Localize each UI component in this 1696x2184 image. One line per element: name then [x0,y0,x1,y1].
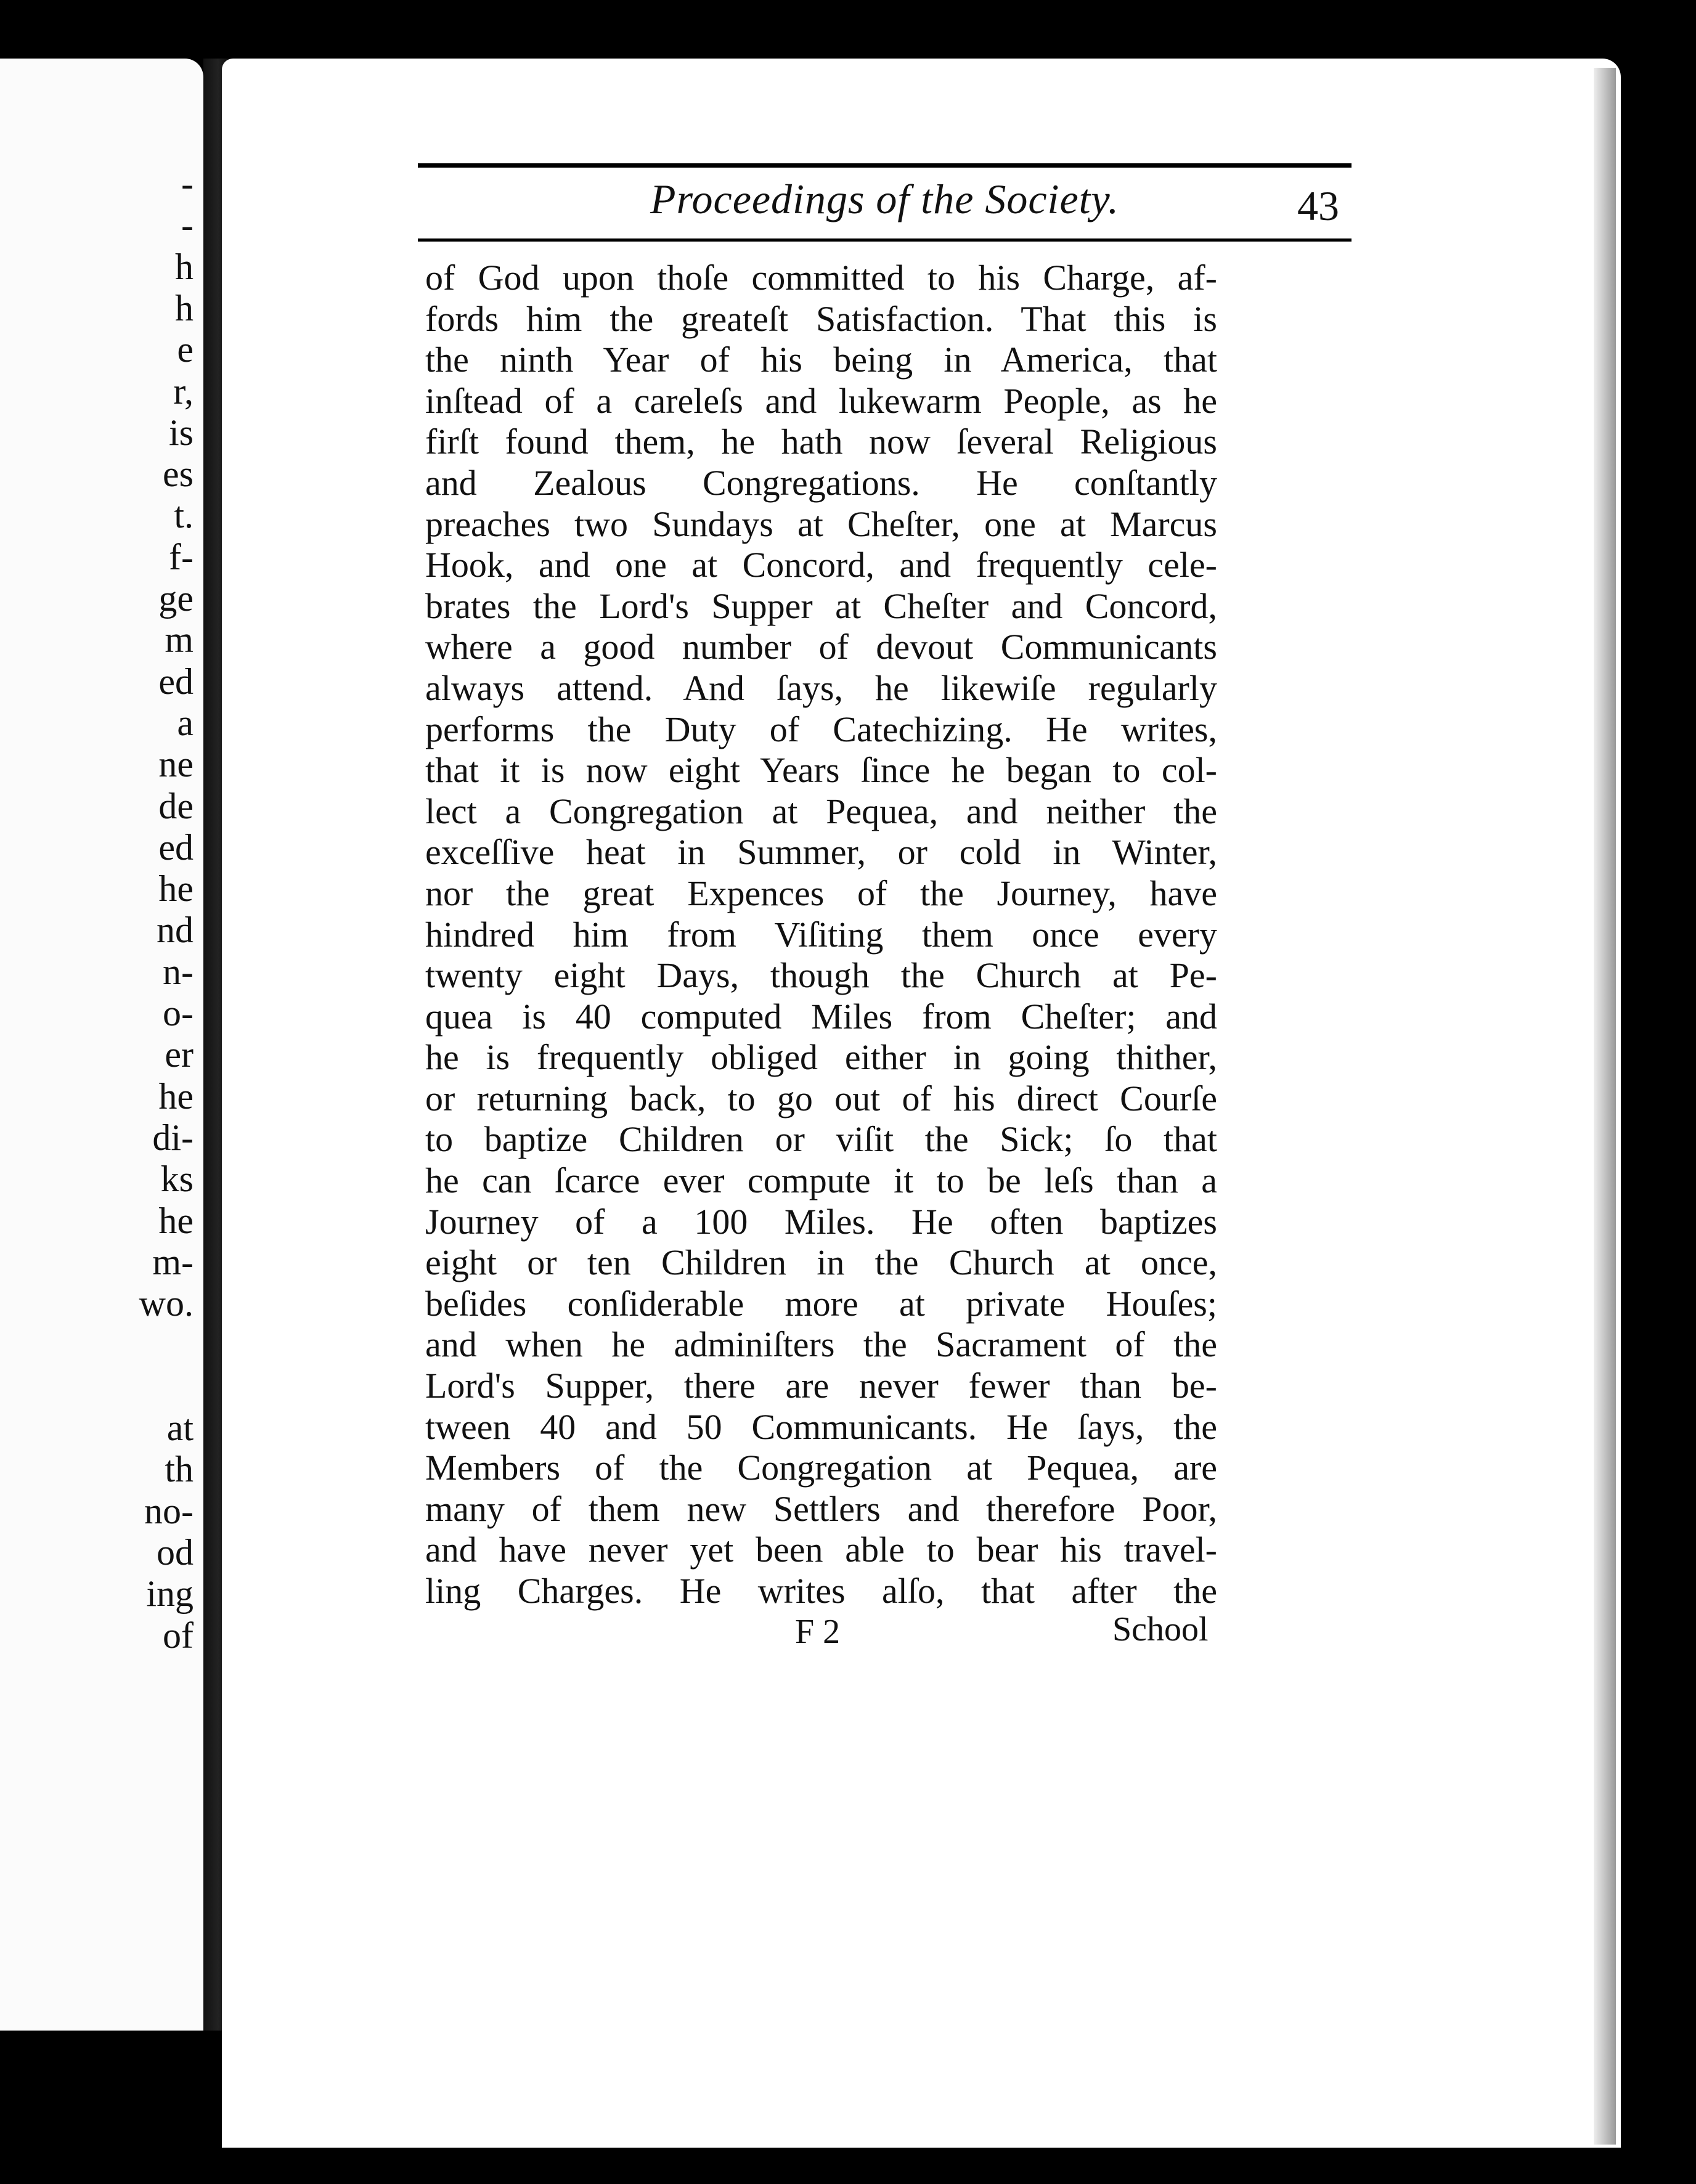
left-page-fragment: of [163,1615,194,1656]
left-page-fragment: t. [174,495,194,536]
text-line: that it is now eight Years ſince he began to col- [425,750,1217,791]
text-line: lect a Congregation at Pequea, and neither the [425,791,1217,831]
signature-mark: F 2 [795,1613,841,1651]
page-number: 43 [1297,182,1339,229]
text-line: brates the Lord's Supper at Cheſter and Concord, [425,585,1217,626]
text-line: hindred him from Viſiting them once every [425,914,1217,955]
left-page-fragment: ks [160,1159,194,1200]
text-line: performs the Duty of Catechizing. He writes, [425,709,1217,749]
left-page-fragment: h [175,287,194,328]
catchword: School [1112,1610,1209,1648]
text-line: Members of the Congregation at Pequea, are [425,1448,1217,1488]
left-page-fragment: he [158,1200,194,1241]
left-page-fragment: he [158,1075,194,1117]
left-page-fragment: he [158,868,194,910]
text-line: Hook, and one at Concord, and frequently cele- [425,545,1217,585]
running-head [418,163,1352,242]
text-line: preaches two Sundays at Cheſter, one at Marcus [425,503,1217,544]
left-page-fragment: de [158,785,194,826]
text-line: many of them new Settlers and therefore Poor, [425,1488,1217,1529]
left-page-fragment: o- [163,993,194,1033]
left-page-fragment: od [157,1531,194,1573]
left-page-fragment: nd [157,910,194,951]
left-page-fragment: f- [169,536,194,577]
left-page-fragment: a [177,702,194,743]
text-line: inſtead of a careleſs and lukewarm People, as he [425,380,1217,421]
text-line: exceſſive heat in Summer, or cold in Winter, [425,832,1217,873]
text-line: twenty eight Days, though the Church at Pe- [425,955,1217,996]
left-page-fragment: is [168,412,194,453]
text-line: tween 40 and 50 Communicants. He ſays, the [425,1406,1217,1447]
left-page-fragment: e [177,329,194,370]
text-line: fords him the greateſt Satisfaction. That this is [425,298,1217,339]
left-page-fragment: di- [152,1117,194,1158]
body-text [425,258,1217,1612]
text-line: or returning back, to go out of his direct Courſe [425,1078,1217,1118]
text-line: ling Charges. He writes alſo, that after the [425,1571,1217,1611]
text-line: always attend. And ſays, he likewiſe regularly [425,667,1217,708]
left-page-fragment: no- [144,1490,194,1531]
text-line: of God upon thoſe committed to his Charge, af- [425,258,1217,298]
left-page-fragment: - [181,205,194,246]
text-line: the ninth Year of his being in America, that [425,340,1217,380]
left-facing-page [0,59,203,2031]
text-line: he can ſcarce ever compute it to be leſs than a [425,1160,1217,1201]
text-line: beſides conſiderable more at private Houſes; [425,1283,1217,1324]
text-line: where a good number of devout Communicants [425,627,1217,667]
left-page-fragment: er [165,1034,194,1075]
page-edge-shadow [1594,68,1616,2145]
text-line: and when he adminiſters the Sacrament of the [425,1324,1217,1365]
left-page-fragment: h [175,246,194,287]
text-line: to baptize Children or viſit the Sick; ſo that [425,1119,1217,1160]
left-page-fragment: ne [158,744,194,785]
left-page-fragment: m [165,619,194,661]
left-page-fragment: - [181,163,194,204]
text-line: Lord's Supper, there are never fewer than be- [425,1366,1217,1406]
left-page-fragment: th [165,1449,194,1490]
text-line: nor the great Expences of the Journey, have [425,873,1217,913]
left-page-fragment: wo. [139,1283,194,1324]
text-line: and have never yet been able to bear his travel- [425,1530,1217,1570]
left-page-fragment: ge [158,578,194,619]
text-line: quea is 40 computed Miles from Cheſter; and [425,996,1217,1037]
text-line: and Zealous Congregations. He conſtantly [425,462,1217,503]
text-line: Journey of a 100 Miles. He often baptizes [425,1201,1217,1242]
left-page-fragment: ing [146,1573,194,1615]
left-page-fragment: n- [163,951,194,992]
running-title: Proceedings of the Society. [650,176,1119,222]
left-page-fragment: ed [158,826,194,868]
left-page-fragment: ed [158,661,194,702]
left-page-fragment: at [166,1408,194,1448]
left-page-fragment: es [163,454,194,495]
text-line: he is frequently obliged either in going thither, [425,1037,1217,1078]
left-page-fragment: m- [152,1241,194,1282]
left-page-fragment: r, [173,370,194,412]
text-line: firſt found them, he hath now ſeveral Religious [425,422,1217,462]
text-line: eight or ten Children in the Church at once, [425,1242,1217,1283]
